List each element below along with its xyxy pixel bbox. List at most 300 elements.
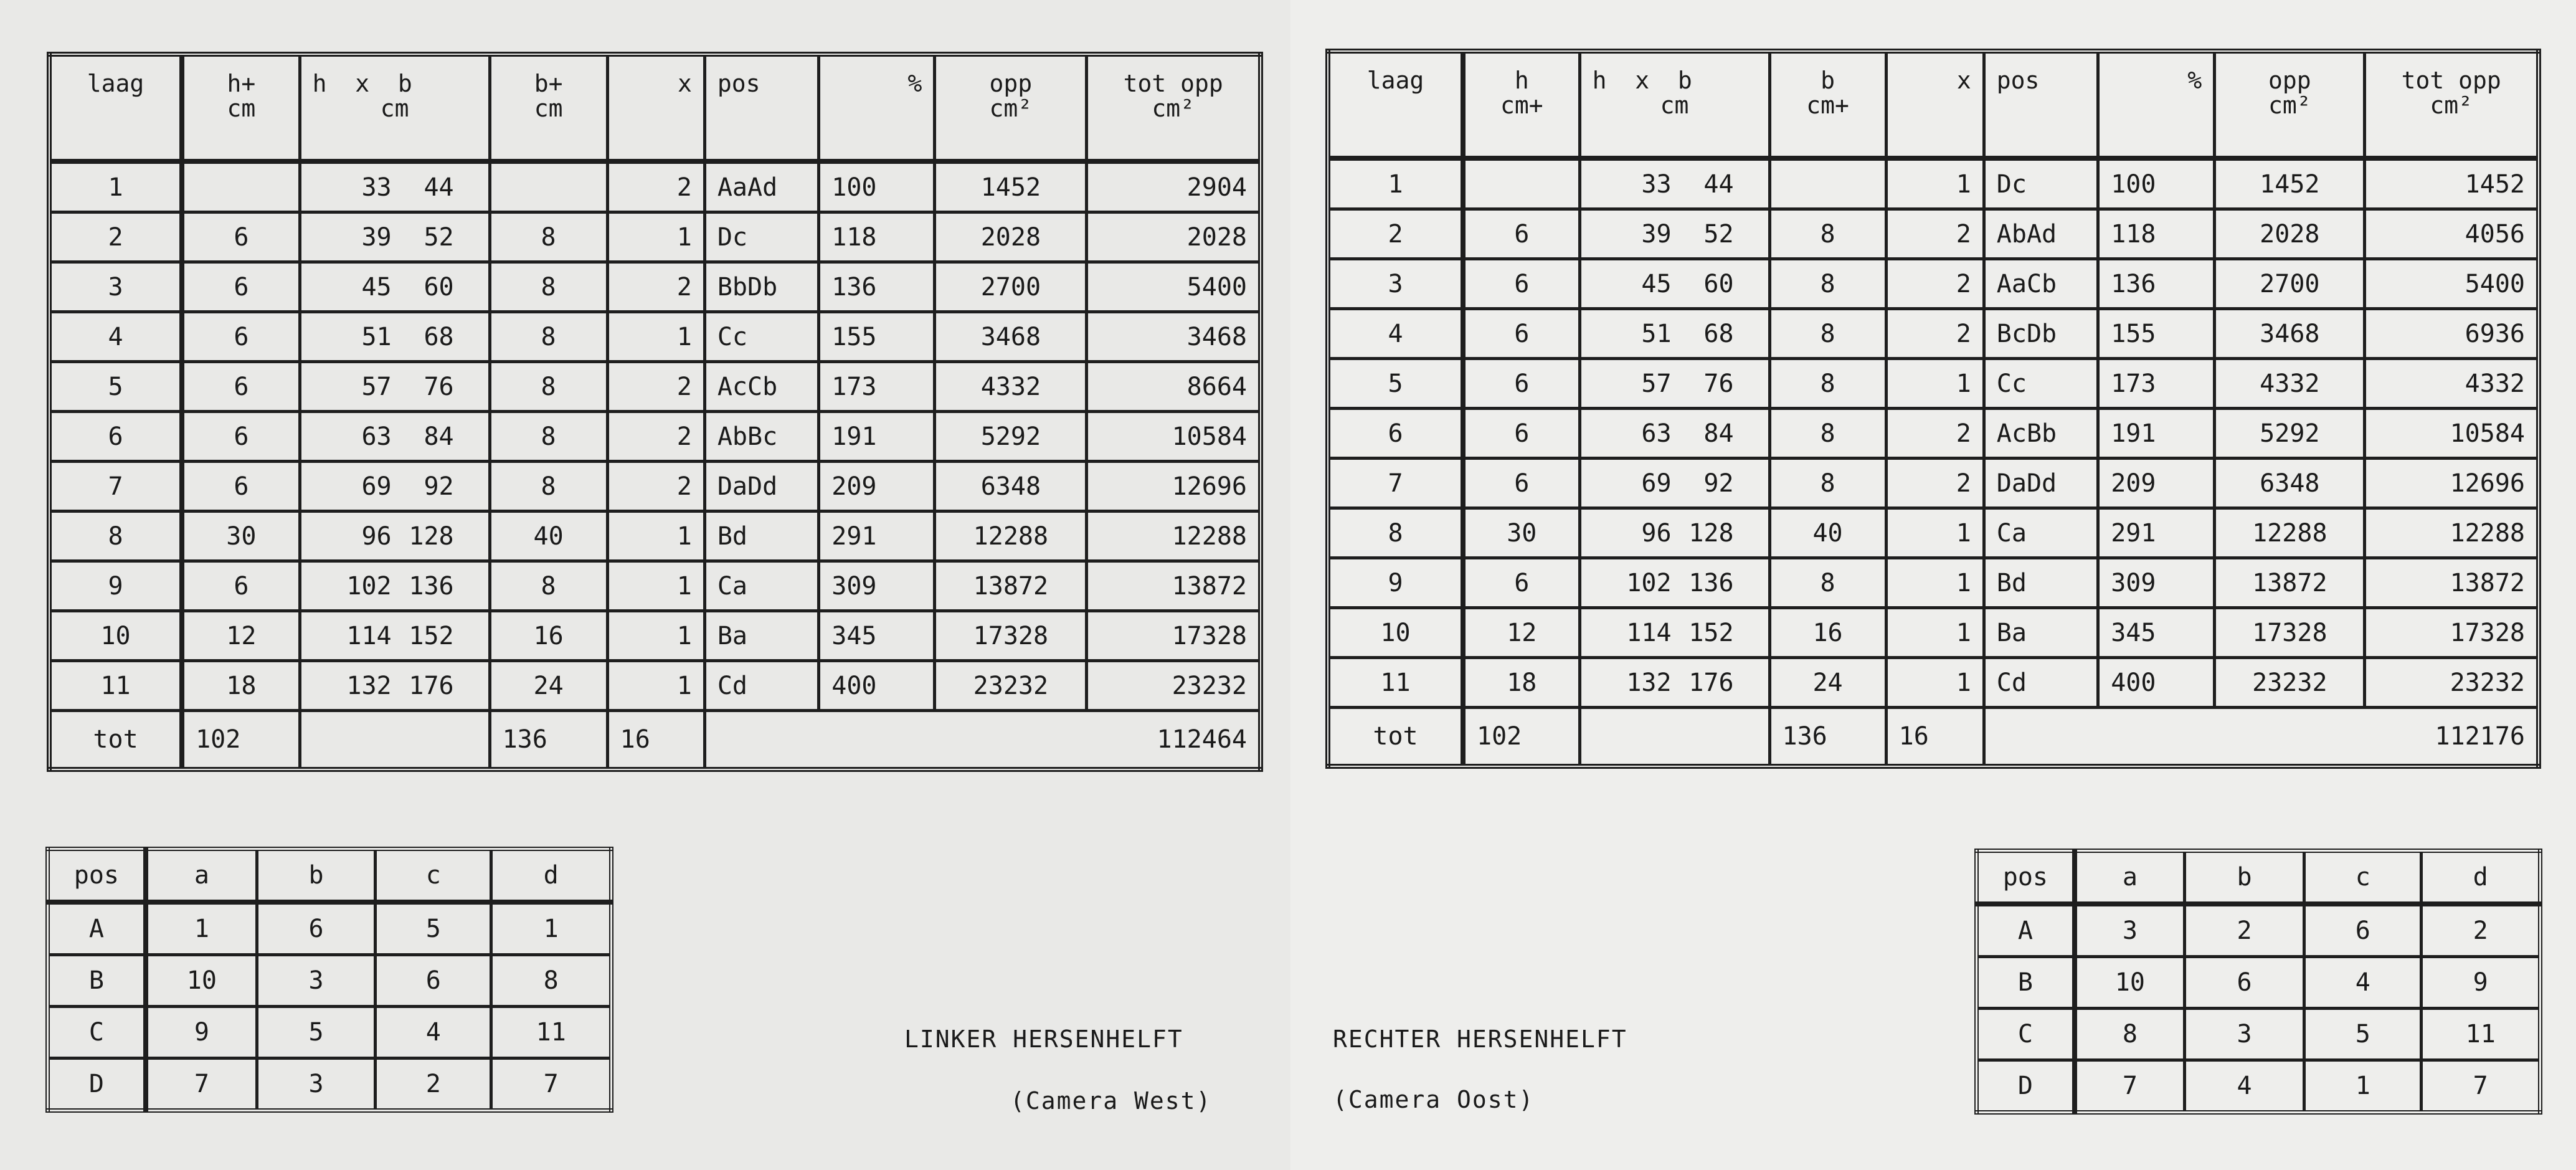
cell-opp: 13872 [2215,558,2365,608]
total-tot-opp: 112464 [1087,711,1261,770]
right-half [1290,0,2576,1170]
cell-pos: DaDd [1984,459,2098,508]
cell-percent: 136 [819,262,935,312]
cell-pos: Cd [1984,658,2098,708]
cell-hxb [1579,508,1769,558]
pos-header-cell: c [2304,851,2422,905]
total-label: tot [1328,708,1463,767]
cell-x: 2 [1886,309,1984,359]
cell-h-plus: 18 [182,661,300,711]
cell-hxb [1579,658,1769,708]
cell-pos: AcCb [704,362,818,412]
pos-cell: 1 [2304,1060,2422,1113]
table-row [1328,658,2539,708]
total-x: 16 [1886,708,1984,767]
pos-row [48,1058,612,1111]
table-row [49,561,1261,611]
cell-b: 60 [424,272,454,302]
cell-opp: 4332 [935,362,1087,412]
cell-laag: 9 [49,561,182,611]
left-pos-table [45,847,613,1113]
header-percent: % [819,54,935,161]
header-b-plus: b+ cm [490,54,607,161]
table-row [1328,359,2539,409]
cell-laag: 2 [49,212,182,262]
total-empty-span [1984,708,2365,767]
pos-cell: 5 [2304,1009,2422,1060]
left-layer-table [47,52,1263,772]
cell-h-plus: 12 [182,611,300,661]
header-tot-opp: tot opp cm² [2365,51,2539,158]
cell-h: 39 [361,222,392,252]
cell-b-plus: 8 [490,412,607,462]
cell-tot-opp: 13872 [1087,561,1261,611]
cell-b-plus [490,161,607,212]
cell-tot-opp: 17328 [1087,611,1261,661]
cell-opp: 12288 [935,511,1087,561]
cell-laag: 7 [1328,459,1463,508]
pos-cell: 2 [376,1058,491,1111]
cell-laag: 2 [1328,209,1463,259]
pos-cell: 5 [376,902,491,955]
cell-b: 176 [1688,668,1734,697]
cell-laag: 10 [1328,608,1463,658]
cell-b-plus [1769,158,1886,209]
cell-b: 84 [1703,419,1734,448]
left-header-row [49,54,1261,161]
pos-row [48,955,612,1007]
cell-percent: 100 [819,161,935,212]
cell-h-plus: 6 [1463,558,1579,608]
cell-opp: 17328 [935,611,1087,661]
cell-opp: 3468 [935,312,1087,362]
cell-h: 102 [1626,568,1672,597]
cell-h: 114 [346,621,392,650]
cell-b-plus: 8 [1769,259,1886,309]
cell-hxb [1579,459,1769,508]
total-label: tot [49,711,182,770]
cell-hxb [300,412,490,462]
cell-pos: BbDb [704,262,818,312]
cell-pos: Ca [704,561,818,611]
pos-cell: 10 [2075,957,2185,1009]
pos-cell: 7 [491,1058,612,1111]
header-opp: opp cm² [2215,51,2365,158]
cell-pos: Ca [1984,508,2098,558]
cell-hxb [1579,409,1769,459]
table-row [49,312,1261,362]
cell-b: 152 [1688,618,1734,647]
right-header-row [1328,51,2539,158]
pos-cell: 1 [491,902,612,955]
pos-cell: 6 [376,955,491,1007]
cell-h: 33 [1641,169,1672,199]
cell-tot-opp: 4056 [2365,209,2539,259]
header-laag: laag [49,54,182,161]
right-total-row [1328,708,2539,767]
cell-x: 1 [1886,508,1984,558]
cell-h-plus: 6 [182,561,300,611]
cell-hxb [300,611,490,661]
cell-b-plus: 8 [490,462,607,511]
pos-header-cell: pos [1977,851,2075,905]
pos-header-row [48,849,612,903]
table-row [1328,158,2539,209]
cell-pos: Cc [1984,359,2098,409]
cell-b-plus: 40 [1769,508,1886,558]
cell-opp: 5292 [2215,409,2365,459]
cell-pos: AaAd [704,161,818,212]
table-row [49,262,1261,312]
header-h: h cm+ [1463,51,1579,158]
cell-x: 2 [607,362,704,412]
cell-h: 96 [361,521,392,551]
cell-opp: 1452 [2215,158,2365,209]
cell-tot-opp: 1452 [2365,158,2539,209]
cell-tot-opp: 3468 [1087,312,1261,362]
cell-pos: Dc [704,212,818,262]
cell-b: 92 [424,472,454,501]
cell-percent: 209 [819,462,935,511]
table-row [1328,309,2539,359]
cell-h-plus: 6 [1463,359,1579,409]
cell-hxb [300,312,490,362]
cell-percent: 345 [819,611,935,661]
cell-hxb [1579,558,1769,608]
pos-cell: 3 [2075,904,2185,957]
cell-opp: 5292 [935,412,1087,462]
cell-b: 92 [1703,468,1734,498]
cell-opp: 2028 [935,212,1087,262]
cell-percent: 173 [2098,359,2215,409]
cell-pos: AaCb [1984,259,2098,309]
cell-b: 76 [424,372,454,401]
cell-x: 2 [607,462,704,511]
cell-tot-opp: 4332 [2365,359,2539,409]
cell-b: 128 [1688,518,1734,548]
left-caption-camera: (Camera West) [1010,1087,1212,1115]
cell-opp: 6348 [2215,459,2365,508]
pos-cell: 3 [2184,1009,2304,1060]
total-h-plus: 102 [182,711,300,770]
pos-cell: D [48,1058,146,1111]
total-tot-opp: 112176 [2365,708,2539,767]
header-h-plus: h+ cm [182,54,300,161]
cell-hxb [1579,608,1769,658]
table-row [1328,608,2539,658]
cell-b-plus: 24 [490,661,607,711]
header-hxb: h x b cm [1579,51,1769,158]
cell-tot-opp: 10584 [1087,412,1261,462]
cell-x: 2 [1886,259,1984,309]
pos-cell: 6 [257,902,375,955]
cell-laag: 8 [1328,508,1463,558]
cell-pos: Dc [1984,158,2098,209]
cell-b: 52 [424,222,454,252]
cell-percent: 400 [819,661,935,711]
cell-opp: 13872 [935,561,1087,611]
cell-tot-opp: 23232 [1087,661,1261,711]
cell-x: 2 [607,262,704,312]
cell-b-plus: 40 [490,511,607,561]
cell-h: 102 [346,571,392,601]
cell-hxb [300,212,490,262]
cell-h: 51 [1641,319,1672,348]
cell-opp: 2700 [935,262,1087,312]
cell-b: 44 [1703,169,1734,199]
cell-h: 45 [1641,269,1672,298]
cell-b: 84 [424,422,454,451]
cell-tot-opp: 13872 [2365,558,2539,608]
cell-tot-opp: 10584 [2365,409,2539,459]
cell-b-plus: 8 [1769,459,1886,508]
cell-x: 1 [607,661,704,711]
cell-x: 1 [1886,558,1984,608]
cell-b-plus: 8 [1769,359,1886,409]
pos-cell: B [1977,957,2075,1009]
pos-cell: A [48,902,146,955]
cell-pos: AbAd [1984,209,2098,259]
table-row [49,511,1261,561]
cell-h-plus: 6 [182,362,300,412]
cell-b: 52 [1703,219,1734,249]
cell-percent: 155 [2098,309,2215,359]
pos-cell: 8 [491,955,612,1007]
cell-laag: 1 [1328,158,1463,209]
cell-b-plus: 16 [1769,608,1886,658]
cell-h: 39 [1641,219,1672,249]
right-caption-camera: (Camera Oost) [1333,1086,1535,1113]
cell-percent: 118 [2098,209,2215,259]
pos-cell: 9 [146,1007,257,1058]
pos-header-cell: b [2184,851,2304,905]
cell-h: 69 [361,472,392,501]
pos-row [48,1007,612,1058]
cell-tot-opp: 2904 [1087,161,1261,212]
cell-laag: 4 [49,312,182,362]
cell-b-plus: 8 [1769,409,1886,459]
pos-cell: 5 [257,1007,375,1058]
cell-percent: 400 [2098,658,2215,708]
pos-row [1977,904,2540,957]
cell-h: 57 [361,372,392,401]
cell-tot-opp: 17328 [2365,608,2539,658]
pos-header-cell: a [2075,851,2185,905]
cell-hxb [300,262,490,312]
pos-cell: 4 [2184,1060,2304,1113]
pos-cell: 3 [257,1058,375,1111]
table-row [1328,508,2539,558]
cell-laag: 4 [1328,309,1463,359]
cell-hxb [1579,158,1769,209]
cell-opp: 4332 [2215,359,2365,409]
pos-cell: 8 [2075,1009,2185,1060]
cell-h-plus: 18 [1463,658,1579,708]
cell-h-plus: 6 [1463,459,1579,508]
cell-laag: 5 [49,362,182,412]
cell-x: 1 [1886,608,1984,658]
cell-percent: 173 [819,362,935,412]
pos-cell: A [1977,904,2075,957]
cell-h: 132 [346,671,392,700]
cell-percent: 155 [819,312,935,362]
pos-cell: 6 [2304,904,2422,957]
cell-pos: AbBc [704,412,818,462]
cell-b: 136 [409,571,454,601]
cell-b-plus: 8 [1769,309,1886,359]
cell-b: 68 [1703,319,1734,348]
cell-h: 57 [1641,369,1672,398]
cell-h: 33 [361,173,392,202]
total-empty [300,711,490,770]
cell-percent: 345 [2098,608,2215,658]
cell-hxb [1579,209,1769,259]
cell-b: 176 [409,671,454,700]
cell-laag: 6 [49,412,182,462]
pos-header-cell: d [2422,851,2540,905]
cell-b: 44 [424,173,454,202]
right-rows [1328,158,2539,708]
total-empty [1579,708,1769,767]
pos-header-cell: b [257,849,375,903]
cell-x: 1 [1886,658,1984,708]
cell-hxb [1579,309,1769,359]
cell-x: 1 [607,611,704,661]
header-opp: opp cm² [935,54,1087,161]
cell-opp: 2028 [2215,209,2365,259]
cell-x: 2 [1886,209,1984,259]
cell-pos: BcDb [1984,309,2098,359]
table-row [49,462,1261,511]
cell-b-plus: 8 [1769,558,1886,608]
header-pos: pos [1984,51,2098,158]
cell-h-plus: 6 [1463,309,1579,359]
cell-pos: AcBb [1984,409,2098,459]
cell-laag: 10 [49,611,182,661]
cell-h-plus: 6 [182,262,300,312]
cell-x: 2 [1886,459,1984,508]
table-row [49,412,1261,462]
table-row [1328,409,2539,459]
cell-percent: 291 [2098,508,2215,558]
total-b-plus: 136 [490,711,607,770]
pos-cell: 10 [146,955,257,1007]
cell-percent: 309 [819,561,935,611]
cell-tot-opp: 12696 [1087,462,1261,511]
total-empty-span [704,711,1087,770]
cell-h: 69 [1641,468,1672,498]
cell-tot-opp: 12288 [1087,511,1261,561]
cell-percent: 100 [2098,158,2215,209]
cell-laag: 5 [1328,359,1463,409]
cell-b: 60 [1703,269,1734,298]
left-rows [49,161,1261,711]
cell-percent: 118 [819,212,935,262]
header-laag: laag [1328,51,1463,158]
cell-tot-opp: 2028 [1087,212,1261,262]
cell-hxb [1579,359,1769,409]
left-total-row [49,711,1261,770]
cell-x: 1 [607,212,704,262]
cell-hxb [300,362,490,412]
cell-percent: 209 [2098,459,2215,508]
table-row [49,362,1261,412]
pos-row [1977,957,2540,1009]
cell-h-plus: 6 [182,412,300,462]
cell-b-plus: 8 [490,561,607,611]
cell-b: 68 [424,322,454,351]
cell-laag: 7 [49,462,182,511]
cell-b-plus: 24 [1769,658,1886,708]
pos-header-row [1977,851,2540,905]
table-row [1328,459,2539,508]
pos-cell: 4 [376,1007,491,1058]
cell-h-plus: 6 [1463,209,1579,259]
pos-cell: B [48,955,146,1007]
pos-cell: 6 [2184,957,2304,1009]
cell-opp: 1452 [935,161,1087,212]
cell-tot-opp: 6936 [2365,309,2539,359]
cell-b: 128 [409,521,454,551]
cell-b: 76 [1703,369,1734,398]
cell-x: 1 [607,312,704,362]
cell-x: 2 [607,412,704,462]
cell-x: 1 [1886,158,1984,209]
cell-x: 2 [1886,409,1984,459]
cell-hxb [300,462,490,511]
cell-x: 1 [1886,359,1984,409]
pos-cell: 2 [2184,904,2304,957]
total-x: 16 [607,711,704,770]
cell-h: 63 [1641,419,1672,448]
pos-cell: 11 [491,1007,612,1058]
cell-opp: 6348 [935,462,1087,511]
header-tot-opp: tot opp cm² [1087,54,1261,161]
cell-b-plus: 8 [490,262,607,312]
cell-percent: 191 [2098,409,2215,459]
cell-hxb [300,511,490,561]
cell-pos: Ba [704,611,818,661]
pos-cell: 7 [2422,1060,2540,1113]
table-row [49,661,1261,711]
cell-h: 96 [1641,518,1672,548]
pos-cell: 3 [257,955,375,1007]
pos-cell: 2 [2422,904,2540,957]
pos-cell: 1 [146,902,257,955]
cell-tot-opp: 8664 [1087,362,1261,412]
cell-laag: 6 [1328,409,1463,459]
cell-h: 114 [1626,618,1672,647]
cell-b-plus: 8 [490,312,607,362]
cell-percent: 309 [2098,558,2215,608]
cell-opp: 2700 [2215,259,2365,309]
cell-x: 1 [607,561,704,611]
table-row [1328,558,2539,608]
cell-hxb [1579,259,1769,309]
cell-b-plus: 8 [1769,209,1886,259]
cell-tot-opp: 5400 [1087,262,1261,312]
cell-hxb [300,161,490,212]
cell-x: 1 [607,511,704,561]
pos-cell: C [48,1007,146,1058]
cell-h-plus: 6 [182,462,300,511]
cell-laag: 11 [49,661,182,711]
header-b: b cm+ [1769,51,1886,158]
pos-header-cell: d [491,849,612,903]
cell-opp: 23232 [935,661,1087,711]
cell-h: 63 [361,422,392,451]
cell-x: 2 [607,161,704,212]
